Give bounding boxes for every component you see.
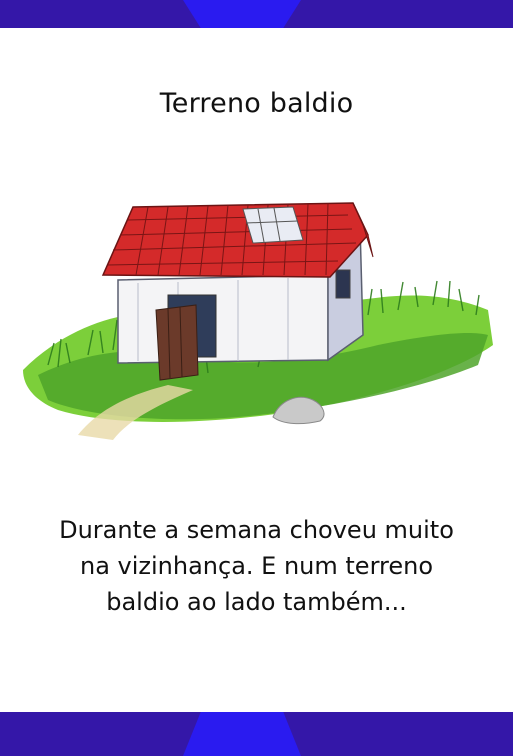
story-line: Durante a semana choveu muito [59, 516, 454, 544]
story-text [30, 512, 483, 620]
top-banner [0, 0, 513, 28]
top-banner-accent [183, 0, 301, 28]
story-line: baldio ao lado também... [106, 588, 407, 616]
bottom-banner-accent [183, 712, 301, 756]
page-title: Terreno baldio [159, 88, 354, 119]
abandoned-house-illustration [18, 195, 498, 455]
bottom-banner [0, 712, 513, 756]
story-line: na vizinhança. E num terreno [79, 552, 434, 580]
